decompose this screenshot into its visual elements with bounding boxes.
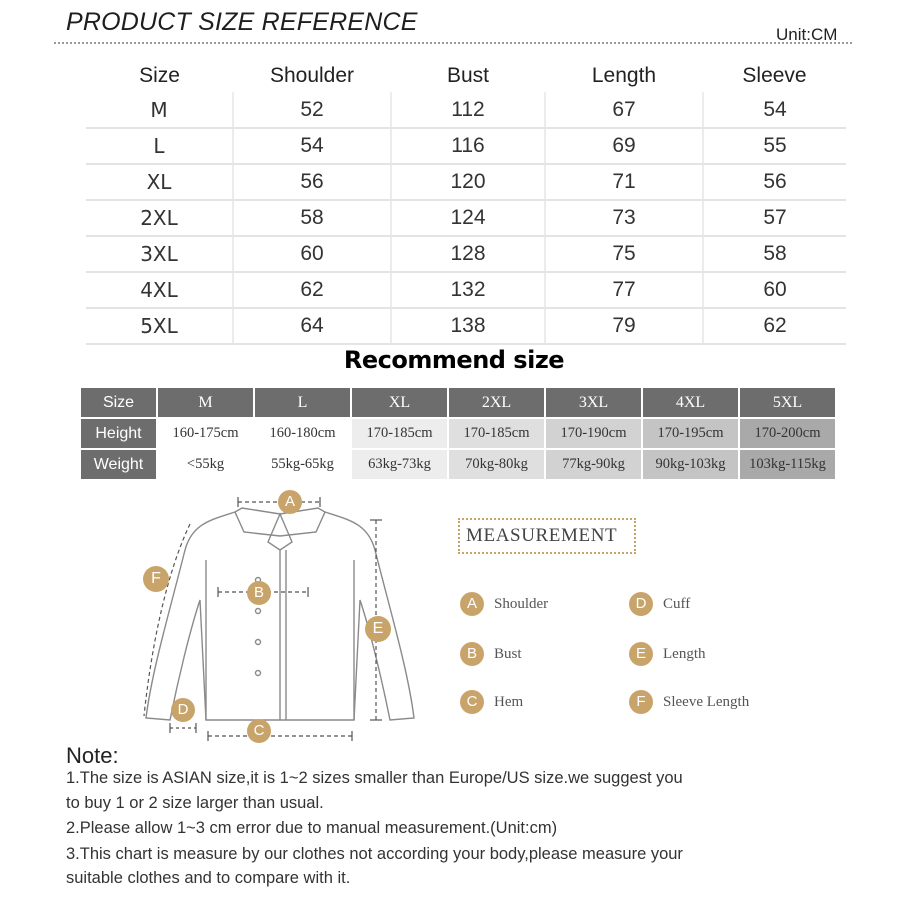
table-row	[86, 92, 846, 128]
legend-item-sleeve-length	[629, 690, 749, 714]
size-cell: 2XL	[86, 200, 233, 236]
length-cell: 77	[545, 272, 703, 308]
recommend-size-title: Recommend size	[343, 346, 565, 374]
recommend-height-row	[81, 419, 835, 448]
shoulder-cell: 52	[233, 92, 391, 128]
size-cell: L	[86, 128, 233, 164]
header-divider	[54, 42, 852, 44]
height-cell: 170-185cm	[449, 419, 544, 448]
recommend-height-label: Height	[81, 419, 156, 448]
legend-label: Bust	[494, 645, 522, 662]
note-line: to buy 1 or 2 size larger than usual.	[66, 794, 324, 812]
bust-cell: 116	[391, 128, 545, 164]
badge-e-icon: E	[365, 616, 391, 642]
shoulder-cell: 60	[233, 236, 391, 272]
weight-cell: 90kg-103kg	[643, 450, 738, 479]
height-cell: 170-185cm	[352, 419, 447, 448]
recommend-size-label: Size	[81, 388, 156, 417]
size-table-header	[86, 60, 846, 92]
badge-e-icon: E	[629, 642, 653, 666]
legend-item-hem	[460, 690, 523, 714]
table-row	[86, 236, 846, 272]
size-cell: M	[86, 92, 233, 128]
badge-c-icon: C	[460, 690, 484, 714]
size-cell: XL	[86, 164, 233, 200]
length-cell: 71	[545, 164, 703, 200]
legend-label: Shoulder	[494, 595, 549, 612]
bust-cell: 112	[391, 92, 545, 128]
legend-label: Cuff	[663, 595, 691, 612]
badge-d-icon: D	[629, 592, 653, 616]
weight-cell: 70kg-80kg	[449, 450, 544, 479]
length-cell: 73	[545, 200, 703, 236]
recommend-size-cell: 2XL	[449, 388, 544, 417]
recommend-size-cell: 4XL	[643, 388, 738, 417]
recommend-size-cell: 5XL	[740, 388, 835, 417]
length-cell: 67	[545, 92, 703, 128]
sleeve-cell: 60	[703, 272, 846, 308]
legend-label: Hem	[494, 693, 524, 710]
measurement-title: MEASUREMENT	[466, 525, 618, 546]
bust-cell: 124	[391, 200, 545, 236]
column-header-size: Size	[139, 64, 180, 87]
sleeve-cell: 54	[703, 92, 846, 128]
height-cell: 160-175cm	[158, 419, 253, 448]
bust-cell: 132	[391, 272, 545, 308]
table-row	[86, 128, 846, 164]
badge-a-icon: A	[460, 592, 484, 616]
legend-item-bust	[460, 642, 522, 666]
badge-b-icon: B	[460, 642, 484, 666]
weight-cell: 77kg-90kg	[546, 450, 641, 479]
badge-f-icon: F	[143, 566, 169, 592]
page-title: PRODUCT SIZE REFERENCE	[66, 8, 418, 36]
note-title: Note:	[66, 743, 119, 768]
length-cell: 75	[545, 236, 703, 272]
sleeve-cell: 56	[703, 164, 846, 200]
note-line: suitable clothes and to compare with it.	[66, 869, 351, 887]
badge-d-icon: D	[171, 698, 195, 722]
weight-cell: 63kg-73kg	[352, 450, 447, 479]
badge-a-icon: A	[278, 490, 302, 514]
weight-cell: <55kg	[158, 450, 253, 479]
sleeve-cell: 55	[703, 128, 846, 164]
recommend-size-cell: L	[255, 388, 350, 417]
shoulder-cell: 64	[233, 308, 391, 344]
height-cell: 160-180cm	[255, 419, 350, 448]
legend-item-length	[629, 642, 706, 666]
bust-cell: 128	[391, 236, 545, 272]
bust-cell: 120	[391, 164, 545, 200]
badge-b-icon: B	[247, 581, 271, 605]
table-row	[86, 272, 846, 308]
height-cell: 170-190cm	[546, 419, 641, 448]
legend-label: Sleeve Length	[663, 693, 750, 710]
bust-cell: 138	[391, 308, 545, 344]
sleeve-cell: 62	[703, 308, 846, 344]
legend-item-cuff	[629, 592, 690, 616]
table-row	[86, 164, 846, 200]
length-cell: 69	[545, 128, 703, 164]
column-header-bust: Bust	[446, 64, 490, 87]
shoulder-cell: 54	[233, 128, 391, 164]
recommend-size-cell: M	[158, 388, 253, 417]
size-cell: 3XL	[86, 236, 233, 272]
shoulder-cell: 62	[233, 272, 391, 308]
size-cell: 4XL	[86, 272, 233, 308]
column-header-length: Length	[591, 64, 657, 87]
recommend-size-table	[79, 386, 837, 481]
weight-cell: 55kg-65kg	[255, 450, 350, 479]
column-header-shoulder: Shoulder	[269, 64, 355, 87]
weight-cell: 103kg-115kg	[740, 450, 835, 479]
sleeve-cell: 57	[703, 200, 846, 236]
size-cell: 5XL	[86, 308, 233, 344]
shoulder-cell: 56	[233, 164, 391, 200]
recommend-weight-row	[81, 450, 835, 479]
jacket-diagram	[130, 480, 420, 750]
recommend-size-cell: XL	[352, 388, 447, 417]
recommend-header-row	[81, 388, 835, 417]
unit-label: Unit:CM	[776, 25, 838, 44]
length-cell: 79	[545, 308, 703, 344]
recommend-weight-label: Weight	[81, 450, 156, 479]
height-cell: 170-200cm	[740, 419, 835, 448]
sleeve-cell: 58	[703, 236, 846, 272]
note-line: 1.The size is ASIAN size,it is 1~2 sizes smaller than Europe/US size.we suggest you	[66, 769, 683, 787]
legend-label: Length	[663, 645, 706, 662]
note-line: 2.Please allow 1~3 cm error due to manual measurement.(Unit:cm)	[66, 819, 558, 837]
recommend-size-cell: 3XL	[546, 388, 641, 417]
shoulder-cell: 58	[233, 200, 391, 236]
legend-item-shoulder	[460, 592, 548, 616]
note-line: 3.This chart is measure by our clothes not according your body,please measure your	[66, 845, 683, 863]
badge-f-icon: F	[629, 690, 653, 714]
size-table	[86, 60, 846, 345]
badge-c-icon: C	[247, 719, 271, 743]
column-header-sleeve: Sleeve	[742, 64, 807, 87]
table-row	[86, 308, 846, 344]
height-cell: 170-195cm	[643, 419, 738, 448]
table-row	[86, 200, 846, 236]
